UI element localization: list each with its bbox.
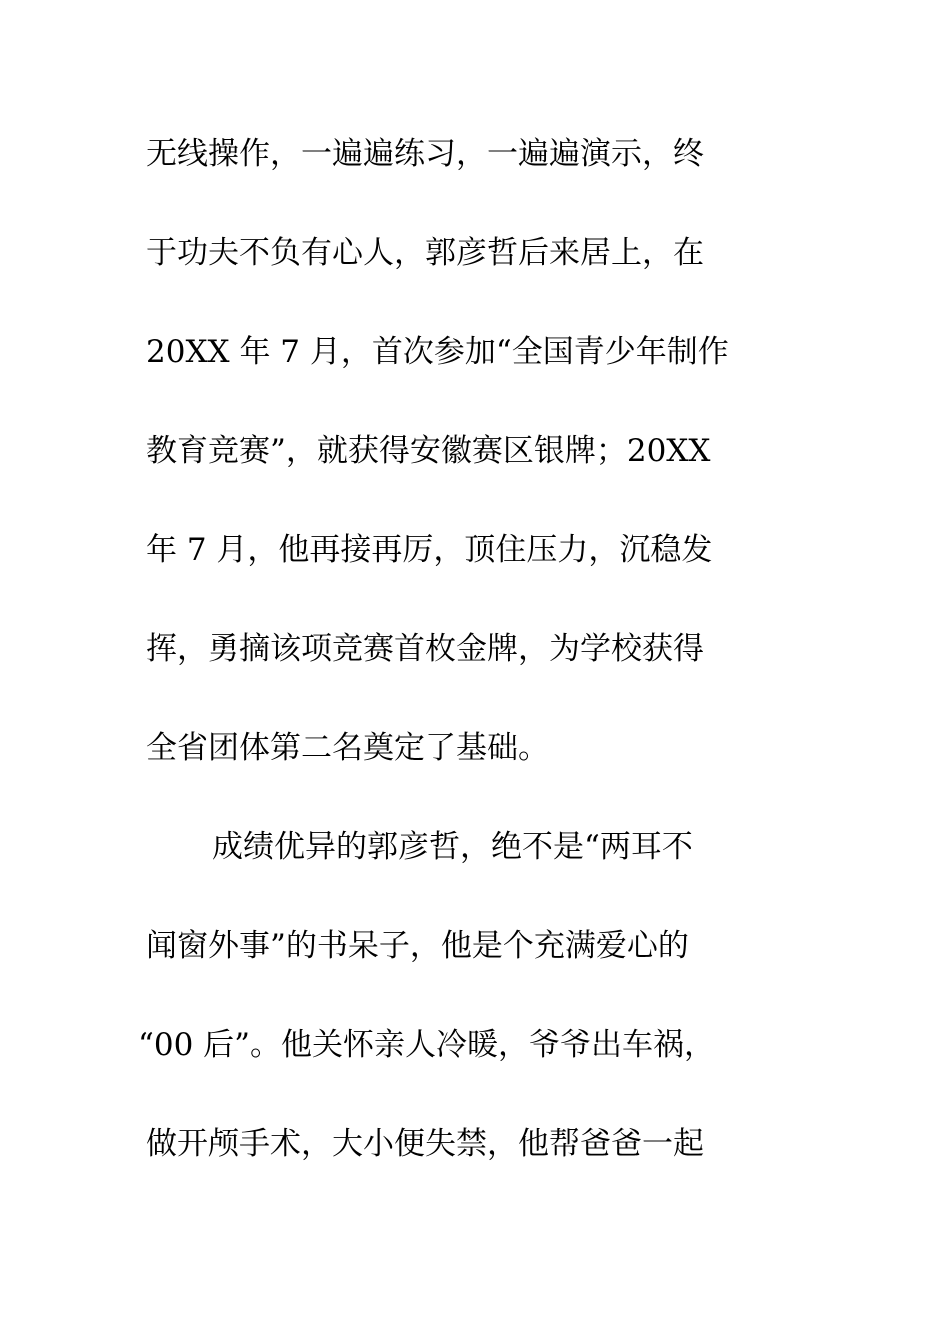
text-line: 于功夫不负有心人，郭彦哲后来居上，在 xyxy=(146,235,704,271)
text-line: 教育竞赛”，就获得安徽赛区银牌；20XX xyxy=(146,433,711,469)
text-line: 20XX 年 7 月，首次参加“全国青少年制作 xyxy=(146,334,729,370)
text-line: 无线操作，一遍遍练习，一遍遍演示，终 xyxy=(146,136,704,172)
paragraph-start-line: 成绩优异的郭彦哲，绝不是“两耳不 xyxy=(212,829,693,865)
body-text xyxy=(138,128,806,1217)
text-line: 做开颅手术，大小便失禁，他帮爸爸一起 xyxy=(146,1126,704,1162)
text-line: 挥，勇摘该项竞赛首枚金牌，为学校获得 xyxy=(146,631,704,667)
text-line: 年 7 月，他再接再厉，顶住压力，沉稳发 xyxy=(146,532,713,568)
text-line: “00 后”。他关怀亲人冷暖，爷爷出车祸， xyxy=(138,1027,715,1063)
text-line: 闻窗外事”的书呆子，他是个充满爱心的 xyxy=(146,928,689,964)
text-line: 全省团体第二名奠定了基础。 xyxy=(146,730,549,766)
